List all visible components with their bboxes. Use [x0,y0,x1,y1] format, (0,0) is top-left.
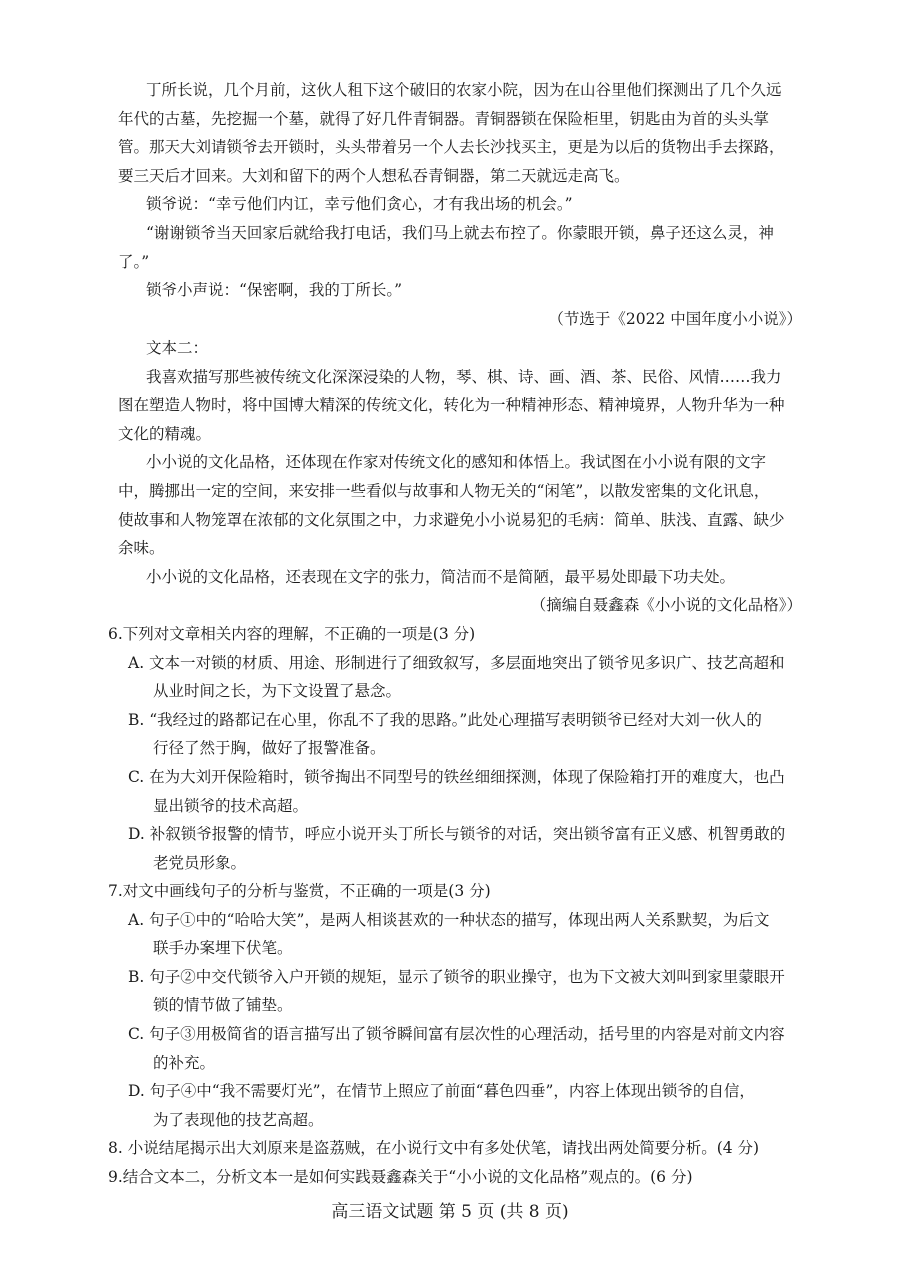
question-8: 8. 小说结尾揭示出大刘原来是盗荔贼，在小说行文中有多处伏笔，请找出两处简要分析。(4 分) [108,1139,760,1157]
paragraph-line: 图在塑造人物时，将中国博大精深的传统文化，转化为一种精神形态、精神境界，人物升华为一种 [118,396,785,415]
option-a-cont: 联手办案埋下伏笔。 [153,939,293,958]
paragraph-line: 余味。 [118,539,165,558]
story-text [118,76,814,333]
text-two [118,334,814,620]
question-stem: 7.对文中画线句子的分析与鉴赏，不正确的一项是(3 分) [108,882,491,900]
option-b: B. “我经过的路都记在心里，你乱不了我的思路。”此处心理描写表明锁爷已经对大刘一伙人的 [128,710,762,729]
question-6 [108,620,818,877]
option-a: A. 句子①中的“哈哈大笑”，是两人相谈甚欢的一种状态的描写，体现出两人关系默契，为后文 [128,910,770,929]
option-b-cont: 行径了然于胸，做好了报警准备。 [153,739,386,758]
option-d: D. 补叙锁爷报警的情节，呼应小说开头丁所长与锁爷的对话，突出锁爷富有正义感、机智勇敢的 [128,825,786,844]
paragraph-line: 小小说的文化品格，还表现在文字的张力，简洁而不是简陋，最平易处即最下功夫处。 [146,567,736,586]
paragraph-line: “谢谢锁爷当天回家后就给我打电话，我们马上就去布控了。你蒙眼开锁，鼻子还这么灵，神 [146,223,774,242]
page-footer: 高三语文试题 第 5 页 (共 8 页) [331,1202,569,1222]
paragraph-line: 了。” [118,252,150,271]
text-two-title: 文本二： [146,339,209,357]
question-7 [108,877,818,1134]
option-b: B. 句子②中交代锁爷入户开锁的规矩，显示了锁爷的职业操守，也为下文被大刘叫到家里蒙眼开 [128,967,785,986]
option-b-cont: 锁的情节做了铺垫。 [153,996,293,1015]
option-c: C. 句子③用极简省的语言描写出了锁爷瞬间富有层次性的心理活动，括号里的内容是对前文内容 [128,1024,785,1043]
paragraph-line: 文化的精魂。 [118,424,212,443]
question-9: 9.结合文本二，分析文本一是如何实践聂鑫森关于“小小说的文化品格”观点的。(6 分) [108,1167,693,1186]
paragraph-line: 锁爷说：“幸亏他们内讧，幸亏他们贪心，才有我出场的机会。” [146,195,573,214]
paragraph-line: 丁所长说，几个月前，这伙人租下这个破旧的农家小院，因为在山谷里他们探测出了几个久远 [146,81,782,99]
source-citation: （摘编自聂鑫森《小小说的文化品格》） [530,596,802,615]
option-c-cont: 的补充。 [153,1053,216,1072]
paragraph-line: 小小说的文化品格，还体现在作家对传统文化的感知和体悟上。我试图在小小说有限的文字 [146,453,767,472]
option-d: D. 句子④中“我不需要灯光”，在情节上照应了前面“暮色四垂”，内容上体现出锁爷的自信， [128,1082,755,1101]
option-c: C. 在为大刘开保险箱时，锁爷掏出不同型号的铁丝细细探测，体现了保险箱打开的难度大，也凸 [128,767,785,786]
paragraph-line: 中，腾挪出一定的空间，来安排一些看似与故事和人物无关的“闲笔”，以散发密集的文化讯息， [118,481,770,500]
paragraph-line: 使故事和人物笼罩在浓郁的文化氛围之中，力求避免小小说易犯的毛病：简单、肤浅、直露、缺少 [118,510,785,529]
option-a-cont: 从业时间之长，为下文设置了悬念。 [153,682,402,701]
questions-8-9 [108,1134,818,1191]
paragraph-line: 年代的古墓，先挖掘一个墓，就得了好几件青铜器。青铜器锁在保险柜里，钥匙由为首的头头掌 [118,109,770,128]
option-d-cont: 老党员形象。 [153,853,247,872]
option-d-cont: 为了表现他的技艺高超。 [153,1110,324,1129]
paragraph-line: 锁爷小声说：“保密啊，我的丁所长。” [146,281,403,300]
source-citation: （节选于《2022 中国年度小小说》） [548,309,802,328]
paragraph-line: 要三天后才回来。大刘和留下的两个人想私吞青铜器，第二天就远走高飞。 [118,166,630,185]
question-stem: 6.下列对文章相关内容的理解，不正确的一项是(3 分) [108,625,476,643]
paragraph-line: 我喜欢描写那些被传统文化深深浸染的人物，琴、棋、诗、画、酒、茶、民俗、风情……我力 [146,367,782,386]
option-a: A. 文本一对锁的材质、用途、形制进行了细致叙写，多层面地突出了锁爷见多识广、技艺高超和 [128,653,785,672]
paragraph-line: 管。那天大刘请锁爷去开锁时，头头带着另一个人去长沙找买主，更是为以后的货物出手去探路， [118,138,785,157]
option-c-cont: 显出锁爷的技术高超。 [153,796,309,815]
